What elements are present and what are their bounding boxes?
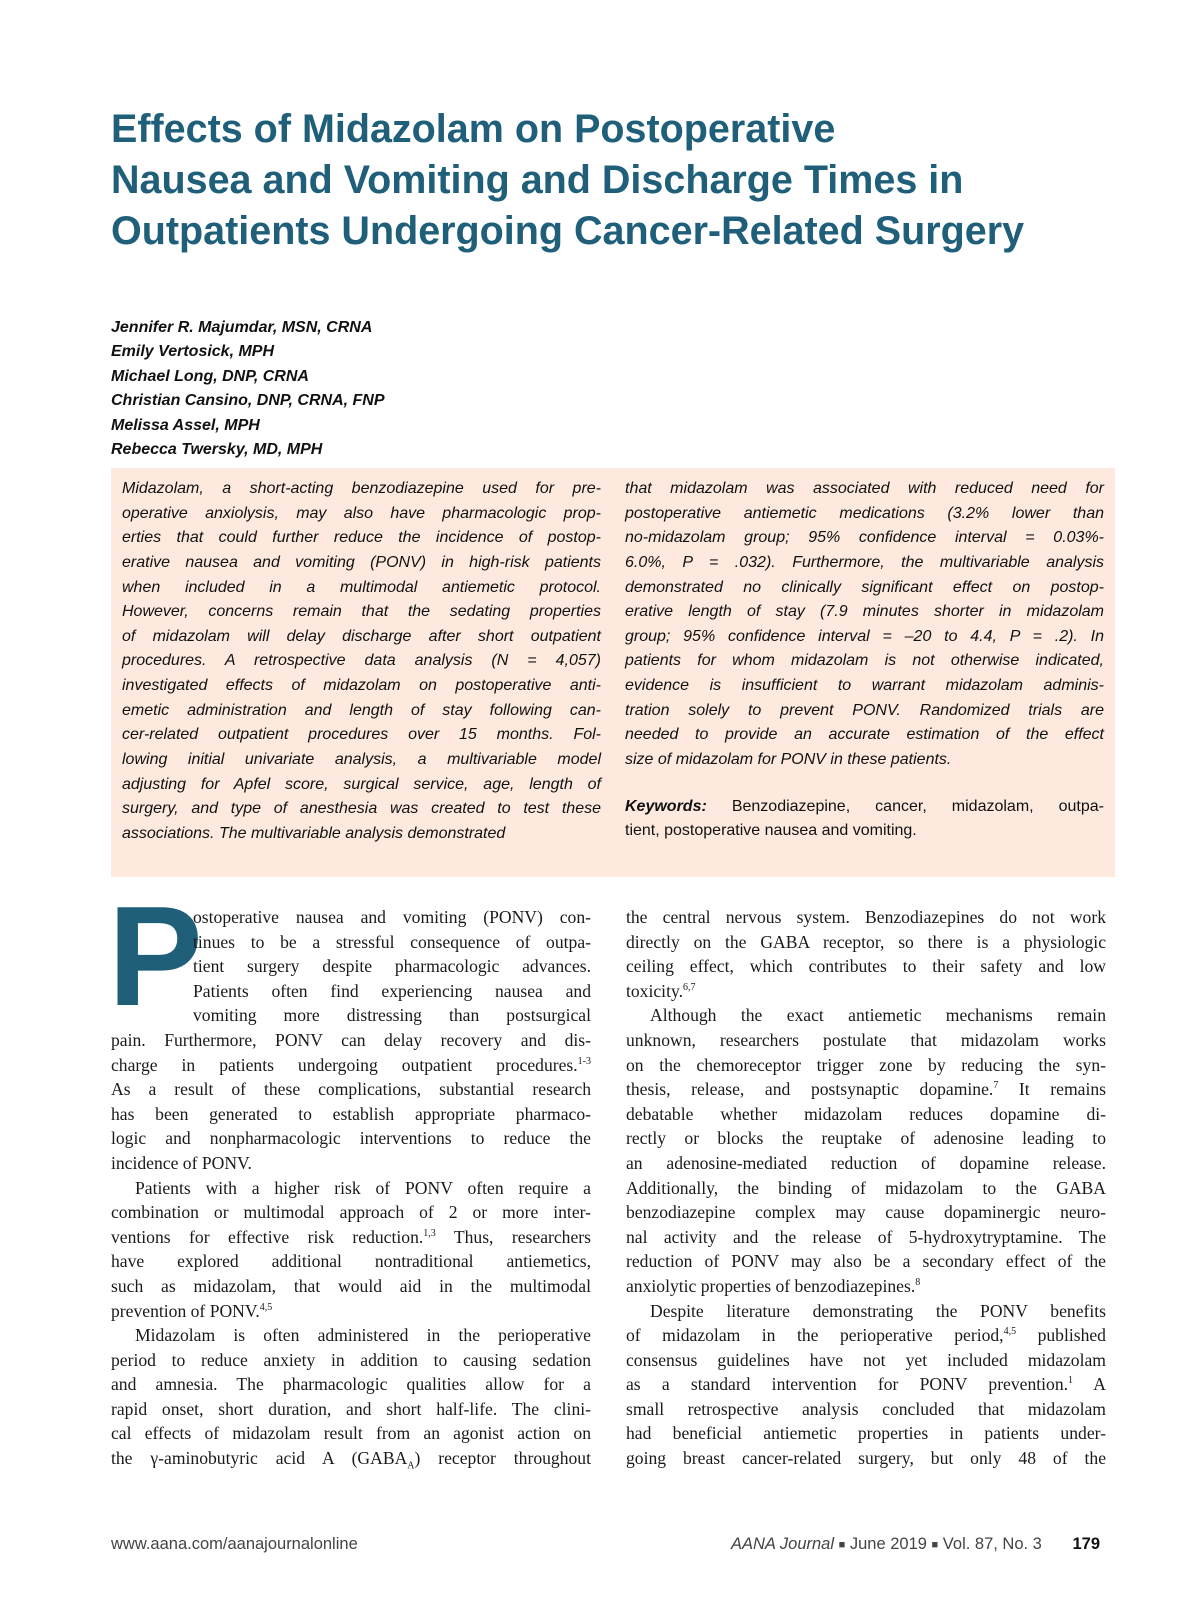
line-text: and amnesia. The pharmacologic qualities allow for a bbox=[111, 1374, 591, 1395]
line-text: vomiting more distressing than postsurgical bbox=[193, 1005, 591, 1026]
text-line: erative length of stay (7.9 minutes shorter in midazolam bbox=[625, 603, 1104, 621]
citation-superscript: 4,5 bbox=[259, 1301, 273, 1313]
title-line: Outpatients Undergoing Cancer-Related Surgery bbox=[111, 209, 1025, 253]
abstract-right-column bbox=[625, 477, 1104, 844]
text-line: when included in a multimodal antiemetic protocol. bbox=[122, 578, 601, 596]
text-line: 6.0%, P = .032). Furthermore, the multivariable analysis bbox=[625, 553, 1104, 571]
line-text: Patients often find experiencing nausea and bbox=[193, 980, 591, 1001]
body-line bbox=[111, 1200, 591, 1225]
subscript: A bbox=[407, 1460, 415, 1472]
text-line: evidence is insufficient to warrant midazolam adminis- bbox=[625, 677, 1104, 695]
title-line: Nausea and Vomiting and Discharge Times in bbox=[111, 158, 964, 202]
author: Emily Vertosick, MPH bbox=[111, 343, 275, 361]
body-line bbox=[626, 1003, 1106, 1028]
citation-superscript: 4,5 bbox=[1003, 1326, 1017, 1338]
body-line bbox=[111, 1077, 591, 1102]
citation-superscript: 8 bbox=[915, 1277, 921, 1289]
journal-name: AANA Journal bbox=[731, 1535, 835, 1553]
line-text-continued: A bbox=[1073, 1374, 1106, 1395]
body-line bbox=[111, 1176, 591, 1201]
body-line bbox=[626, 1274, 1106, 1299]
text-line: surgery, and type of anesthesia was created to test these bbox=[122, 800, 601, 818]
citation-superscript: 7 bbox=[993, 1080, 999, 1092]
line-text-continued: Thus, researchers bbox=[435, 1226, 591, 1247]
body-line bbox=[111, 1446, 591, 1471]
line-text: going breast cancer-related surgery, but only 48 of the bbox=[626, 1448, 1106, 1469]
keywords-line: tient, postoperative nausea and vomiting. bbox=[625, 822, 917, 840]
body-right-column bbox=[626, 905, 1106, 1471]
body-line bbox=[626, 1126, 1106, 1151]
title-line: Effects of Midazolam on Postoperative bbox=[111, 107, 836, 151]
line-text: unknown, researchers postulate that midazolam works bbox=[626, 1029, 1106, 1050]
line-text: of midazolam in the perioperative period, bbox=[626, 1325, 1004, 1346]
body-line bbox=[626, 1077, 1106, 1102]
line-text: consensus guidelines have not yet included midazolam bbox=[626, 1349, 1106, 1370]
text-line: investigated effects of midazolam on postoperative anti- bbox=[122, 677, 601, 695]
line-text: debatable whether midazolam reduces dopamine di- bbox=[626, 1103, 1106, 1124]
body-line bbox=[111, 1028, 591, 1053]
body-line bbox=[626, 1053, 1106, 1078]
line-text-continued: published bbox=[1016, 1325, 1106, 1346]
text-line: erative nausea and vomiting (PONV) in high-risk patients bbox=[122, 553, 601, 571]
line-text: ceiling effect, which contributes to their safety and low bbox=[626, 956, 1106, 977]
volume-issue: Vol. 87, No. 3 bbox=[942, 1535, 1042, 1553]
text-line: no-midazolam group; 95% confidence interval = 0.03%- bbox=[625, 529, 1104, 547]
body-line bbox=[626, 1225, 1106, 1250]
body-line bbox=[626, 1323, 1106, 1348]
line-text: Additionally, the binding of midazolam to the GABA bbox=[626, 1177, 1106, 1198]
line-text: pain. Furthermore, PONV can delay recovery and dis- bbox=[111, 1029, 591, 1050]
line-text: cal effects of midazolam result from an agonist action on bbox=[111, 1423, 591, 1444]
line-text: toxicity. bbox=[626, 980, 684, 1001]
text-line: erties that could further reduce the incidence of postop- bbox=[122, 529, 601, 547]
body-line bbox=[626, 1299, 1106, 1324]
line-text: Despite literature demonstrating the PONV benefits bbox=[650, 1300, 1106, 1321]
text-line: Midazolam, a short-acting benzodiazepine used for pre- bbox=[122, 480, 601, 497]
text-line: associations. The multivariable analysis demonstrated bbox=[122, 824, 506, 842]
body-line bbox=[111, 1225, 591, 1250]
keywords bbox=[625, 795, 1104, 844]
line-text: has been generated to establish appropriate pharmaco- bbox=[111, 1103, 591, 1124]
citation-superscript: 1-3 bbox=[577, 1055, 591, 1067]
text-line: emetic administration and length of stay following can- bbox=[122, 701, 601, 719]
line-text: rectly or blocks the reuptake of adenosine leading to bbox=[626, 1128, 1106, 1149]
body-line bbox=[626, 930, 1106, 955]
line-text: directly on the GABA receptor, so there is a physiologic bbox=[626, 931, 1106, 952]
text-line: procedures. A retrospective data analysis (N = 4,057) bbox=[122, 652, 601, 670]
text-line: size of midazolam for PONV in these patients. bbox=[625, 751, 952, 769]
line-text: combination or multimodal approach of 2 or more inter- bbox=[111, 1202, 591, 1223]
keywords-label: Keywords: bbox=[625, 797, 707, 815]
keywords-line bbox=[625, 795, 1104, 820]
body-line bbox=[111, 1126, 591, 1151]
body-line bbox=[626, 905, 1106, 930]
body-line bbox=[111, 1102, 591, 1127]
line-text: reduction of PONV may also be a secondary effect of the bbox=[626, 1251, 1106, 1272]
author: Jennifer R. Majumdar, MSN, CRNA bbox=[111, 319, 373, 336]
body-line bbox=[193, 930, 591, 955]
line-text: logic and nonpharmacologic interventions to reduce the bbox=[111, 1128, 591, 1149]
author: Rebecca Twersky, MD, MPH bbox=[111, 441, 323, 459]
body-line bbox=[626, 1421, 1106, 1446]
body-line bbox=[626, 1397, 1106, 1422]
footer-url[interactable]: www.aana.com/aanajournalonline bbox=[111, 1535, 358, 1553]
body-line bbox=[626, 1446, 1106, 1471]
text-line: group; 95% confidence interval = –20 to 4.4, P = .2). In bbox=[625, 627, 1104, 645]
line-text: as a standard intervention for PONV prevention. bbox=[626, 1374, 1069, 1395]
line-text: benzodiazepine complex may cause dopaminergic neuro- bbox=[626, 1202, 1106, 1223]
body-line bbox=[626, 1028, 1106, 1053]
line-text: tinues to be a stressful consequence of outpa- bbox=[193, 931, 591, 952]
line-text: Although the exact antiemetic mechanisms remain bbox=[650, 1005, 1106, 1026]
body-line bbox=[111, 1151, 591, 1176]
body-line bbox=[111, 1274, 591, 1299]
abstract-box bbox=[111, 468, 1115, 877]
line-text: anxiolytic properties of benzodiazepines. bbox=[626, 1275, 916, 1296]
line-text: rapid onset, short duration, and short half-life. The clini- bbox=[111, 1398, 591, 1419]
line-text: As a result of these complications, substantial research bbox=[111, 1079, 591, 1100]
text-line: lowing initial univariate analysis, a multivariable model bbox=[122, 751, 601, 769]
body-line bbox=[626, 1151, 1106, 1176]
line-text: prevention of PONV. bbox=[111, 1300, 260, 1321]
author: Michael Long, DNP, CRNA bbox=[111, 367, 309, 385]
page-number: 179 bbox=[1072, 1535, 1100, 1553]
body-left-column bbox=[111, 905, 591, 1471]
body-line bbox=[626, 1372, 1106, 1397]
line-text: have explored additional nontraditional antiemetics, bbox=[111, 1251, 591, 1272]
text-line: cer-related outpatient procedures over 15 months. Fol- bbox=[122, 726, 601, 744]
line-text-continued: It remains bbox=[998, 1079, 1106, 1100]
line-text: nal activity and the release of 5-hydroxytryptamine. The bbox=[626, 1226, 1106, 1247]
body-line bbox=[193, 1003, 591, 1028]
line-text: ventions for effective risk reduction. bbox=[111, 1226, 424, 1247]
body-line bbox=[626, 1102, 1106, 1127]
article-title bbox=[111, 104, 1121, 257]
body-line bbox=[626, 954, 1106, 979]
line-text: Patients with a higher risk of PONV often require a bbox=[135, 1177, 591, 1198]
text-line: patients for whom midazolam is not otherwise indicated, bbox=[625, 652, 1104, 670]
body-line bbox=[111, 1053, 591, 1078]
body-line bbox=[111, 1372, 591, 1397]
body-line bbox=[626, 1249, 1106, 1274]
line-text: had beneficial antiemetic properties in patients under- bbox=[626, 1423, 1106, 1444]
body-line bbox=[193, 979, 591, 1004]
text-line: adjusting for Apfel score, surgical service, age, length of bbox=[122, 775, 601, 793]
body-line bbox=[193, 905, 591, 930]
line-text: the γ-aminobutyric acid A (GABA bbox=[111, 1448, 408, 1469]
citation-superscript: 1 bbox=[1068, 1375, 1074, 1387]
text-line: operative anxiolysis, may also have pharmacologic prop- bbox=[122, 504, 601, 522]
text-line: that midazolam was associated with reduced need for bbox=[625, 480, 1104, 497]
line-text-continued: ) receptor throughout bbox=[414, 1448, 591, 1469]
line-text: charge in patients undergoing outpatient procedures. bbox=[111, 1054, 578, 1075]
line-text: incidence of PONV. bbox=[111, 1152, 252, 1173]
body-line bbox=[111, 1299, 591, 1324]
line-text: an adenosine-mediated reduction of dopamine release. bbox=[626, 1152, 1106, 1173]
line-text: such as midazolam, that would aid in the multimodal bbox=[111, 1275, 591, 1296]
body-line bbox=[626, 979, 1106, 1004]
text-line: needed to provide an accurate estimation of the effect bbox=[625, 726, 1104, 744]
body-line bbox=[626, 1176, 1106, 1201]
separator-icon: ■ bbox=[931, 1539, 939, 1551]
line-text: Midazolam is often administered in the perioperative bbox=[135, 1325, 591, 1346]
line-text: ostoperative nausea and vomiting (PONV) con- bbox=[193, 907, 591, 927]
separator-icon: ■ bbox=[838, 1539, 846, 1551]
line-text: thesis, release, and postsynaptic dopamine. bbox=[626, 1079, 994, 1100]
body-line bbox=[111, 1348, 591, 1373]
text-line: However, concerns remain that the sedating properties bbox=[122, 603, 601, 621]
body-line bbox=[626, 1348, 1106, 1373]
body-line bbox=[111, 1249, 591, 1274]
line-text: the central nervous system. Benzodiazepines do not work bbox=[626, 907, 1106, 927]
line-text: period to reduce anxiety in addition to causing sedation bbox=[111, 1349, 591, 1370]
keywords-text: Benzodiazepine, cancer, midazolam, outpa- bbox=[731, 797, 1104, 815]
citation-superscript: 6,7 bbox=[683, 981, 696, 993]
text-line: tration solely to prevent PONV. Randomized trials are bbox=[625, 701, 1104, 719]
author: Christian Cansino, DNP, CRNA, FNP bbox=[111, 392, 385, 410]
issue-date: June 2019 bbox=[849, 1535, 927, 1553]
abstract-left-column bbox=[122, 477, 601, 847]
text-line: demonstrated no clinically significant effect on postop- bbox=[625, 578, 1104, 596]
body-line bbox=[111, 1421, 591, 1446]
body-line bbox=[193, 954, 591, 979]
body-line bbox=[111, 1323, 591, 1348]
author: Melissa Assel, MPH bbox=[111, 416, 260, 434]
footer-citation bbox=[731, 1535, 1100, 1554]
body-line bbox=[626, 1200, 1106, 1225]
author-list bbox=[111, 316, 385, 462]
line-text: small retrospective analysis concluded that midazolam bbox=[626, 1398, 1106, 1419]
body-line bbox=[111, 1397, 591, 1422]
line-text: tient surgery despite pharmacologic advances. bbox=[193, 956, 591, 977]
drop-cap: P bbox=[108, 877, 203, 1036]
line-text: on the chemoreceptor trigger zone by reducing the syn- bbox=[626, 1054, 1106, 1075]
text-line: of midazolam will delay discharge after short outpatient bbox=[122, 627, 601, 645]
citation-superscript: 1,3 bbox=[423, 1227, 436, 1239]
text-line: postoperative antiemetic medications (3.2% lower than bbox=[625, 504, 1104, 522]
